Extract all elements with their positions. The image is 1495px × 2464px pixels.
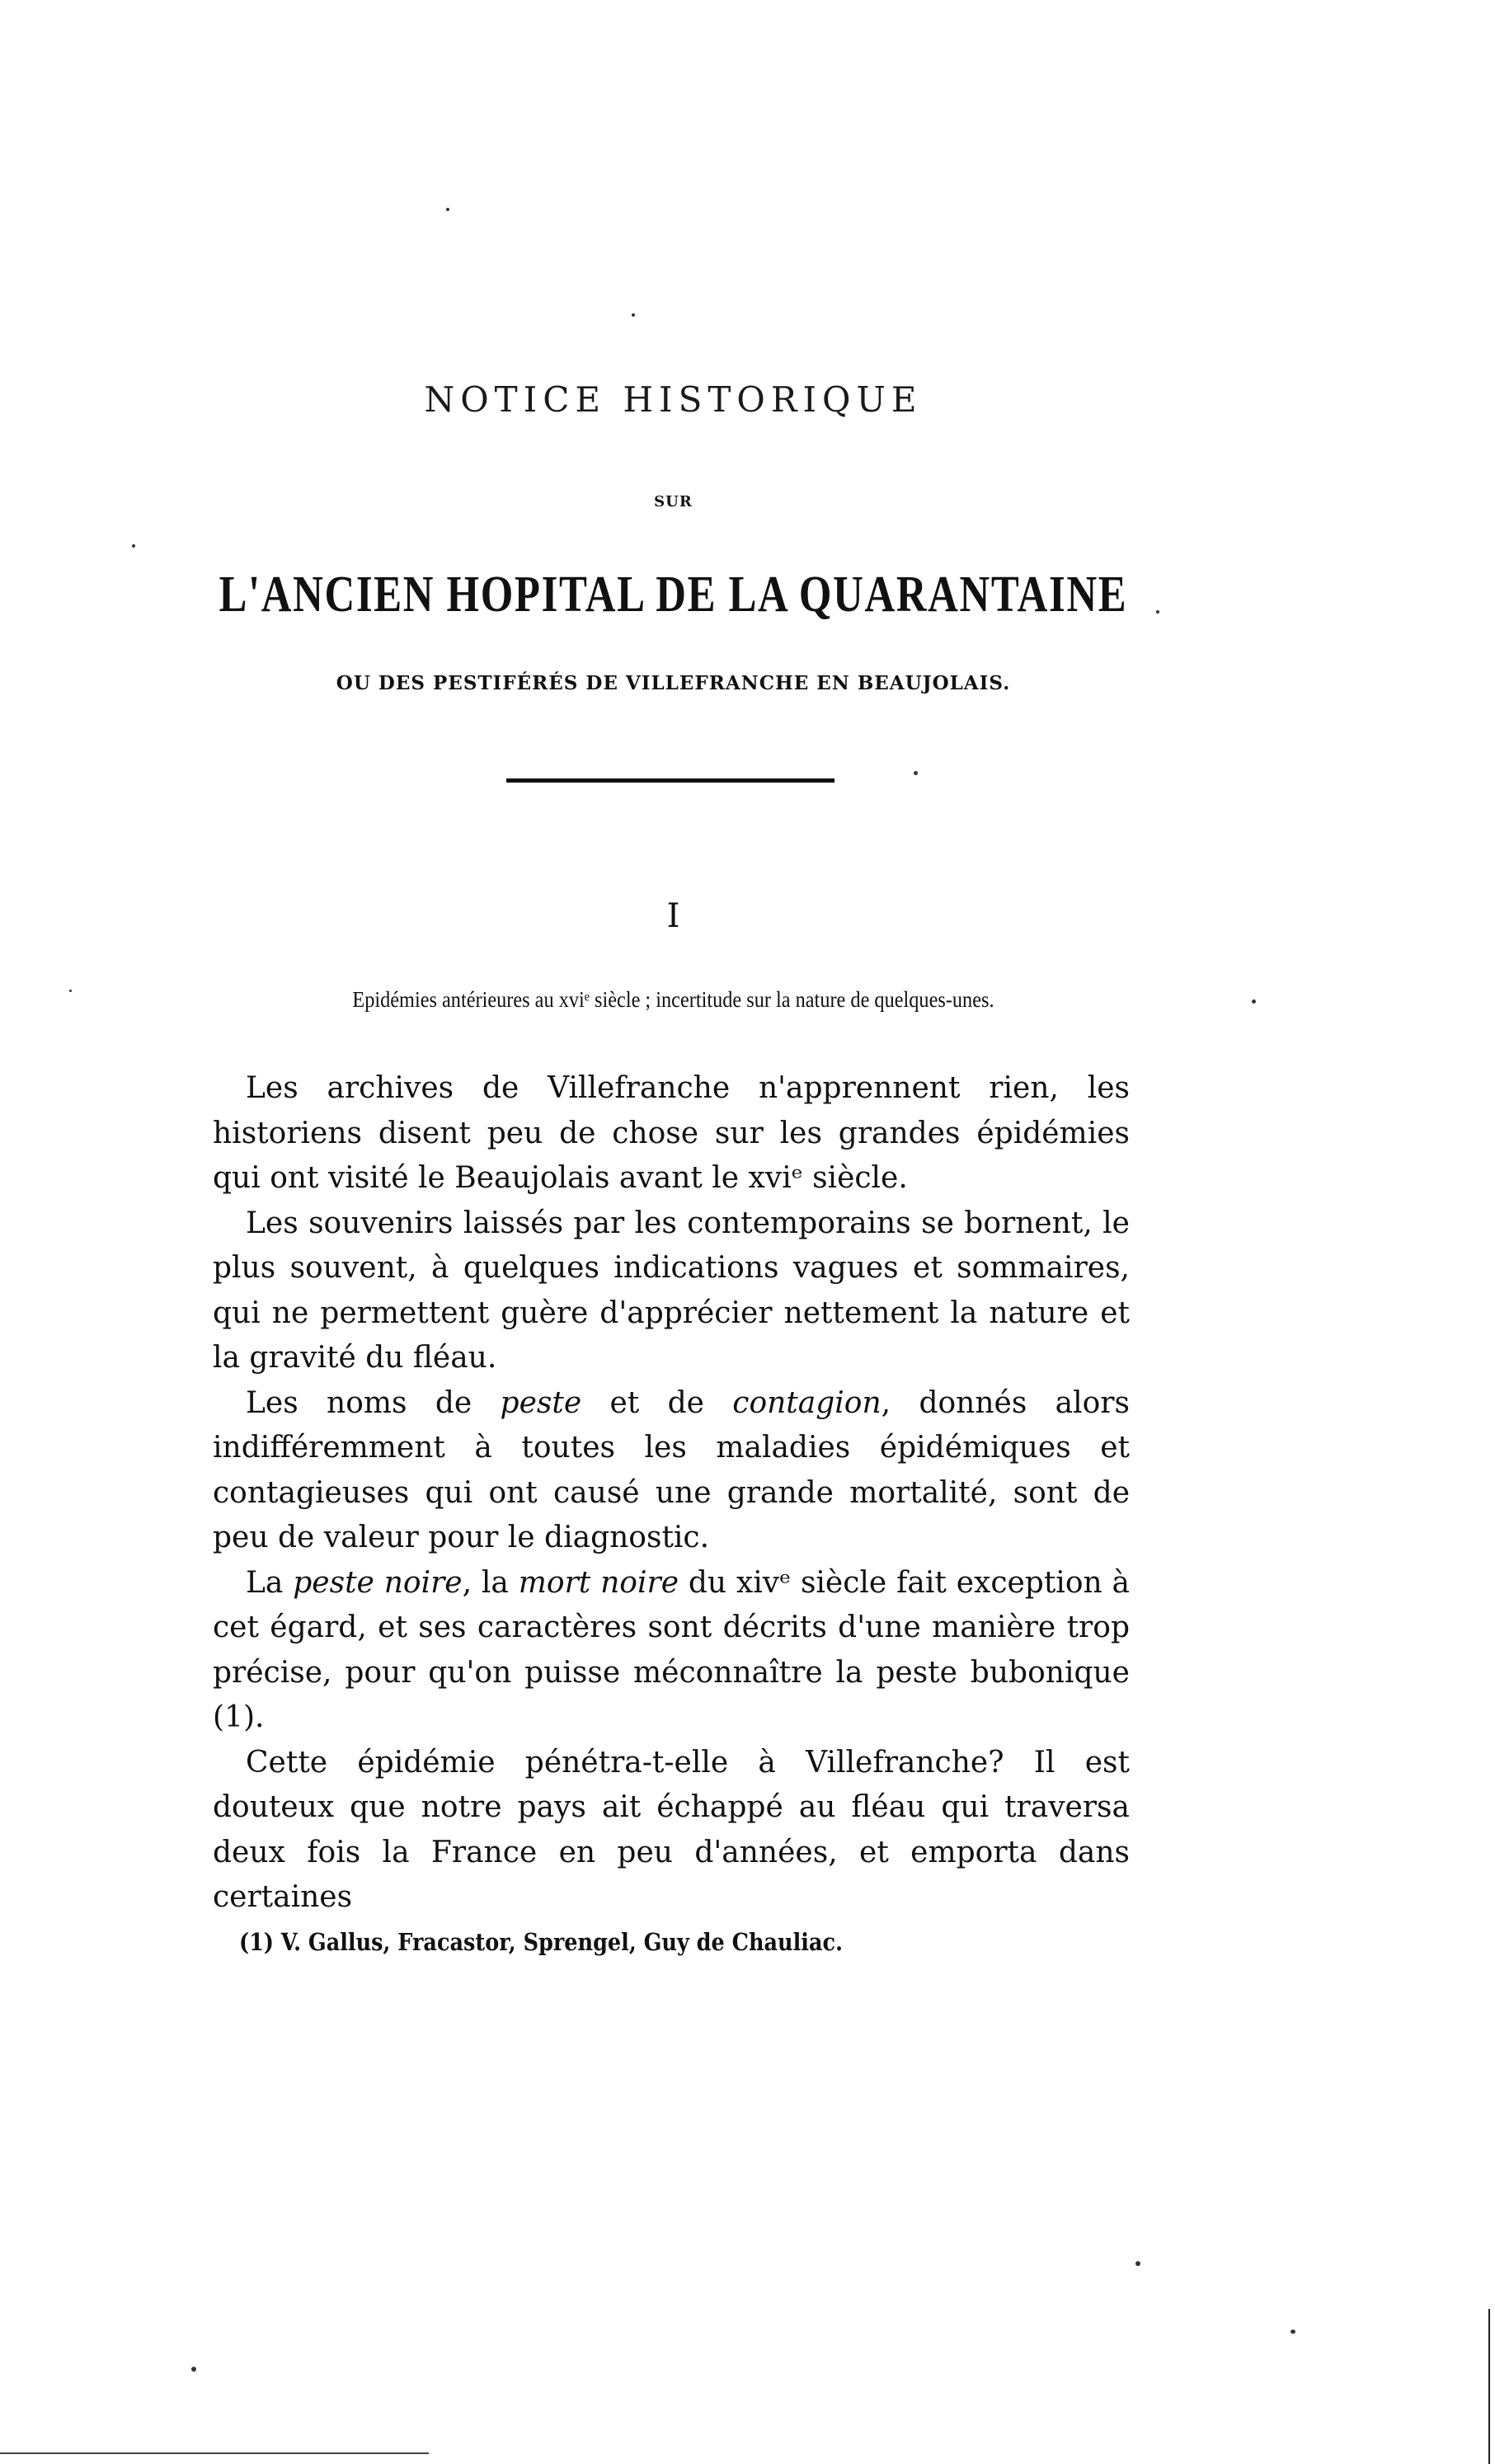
text-run: et de: [581, 1385, 733, 1420]
subtitle: OU DES PESTIFÉRÉS DE VILLEFRANCHE EN BEAUJOLAIS.: [336, 672, 1011, 694]
text-run: Cette épidémie pénétra-t-elle à Villefranche? Il est douteux que notre pays ait échappé au fléau qui traversa deux fois la France en peu d'années, et emporta dans certaines: [213, 1745, 1130, 1914]
scan-speck: [1252, 999, 1256, 1004]
paragraph: [213, 1741, 1130, 1921]
footnote: (1) V. Gallus, Fracastor, Sprengel, Guy de Chauliac.: [239, 1928, 843, 1956]
scan-speck: [191, 2367, 196, 2372]
text-run: du xivᵉ siècle fait exception à cet égard, et ses caractères sont décrits d'une manière trop précise, pour qu'on puisse méconnaître la peste bubonique (1).: [213, 1565, 1131, 1734]
italic-term: peste: [500, 1385, 582, 1420]
text-run: , la: [462, 1565, 519, 1600]
paragraph: [213, 1381, 1130, 1561]
scan-edge-line: [0, 2452, 429, 2454]
italic-term: peste noire: [293, 1565, 463, 1600]
text-run: La: [246, 1565, 294, 1600]
scan-speck: [69, 990, 72, 992]
paragraph: [213, 1201, 1130, 1381]
title-connector: SUR: [654, 493, 693, 510]
scan-speck: [446, 208, 449, 211]
title-divider: [506, 778, 834, 783]
scan-edge-bar: [1488, 2309, 1490, 2464]
scan-speck: [1290, 2330, 1295, 2334]
main-title: L'ANCIEN HOPITAL DE LA QUARANTAINE: [219, 567, 1128, 623]
scan-speck: [914, 771, 918, 775]
scan-speck: [132, 544, 135, 548]
paragraph: [213, 1561, 1130, 1741]
text-run: Les archives de Villefranche n'apprennent rien, les historiens disent peu de chose sur les grandes épidémies qui ont visité le Beaujolais avant le xviᵉ siècle.: [213, 1071, 1130, 1195]
italic-term: mort noire: [518, 1565, 679, 1600]
italic-term: contagion: [732, 1385, 881, 1420]
section-summary: Epidémies antérieures au xviᵉ siècle ; incertitude sur la nature de quelques-unes.: [352, 987, 994, 1012]
paragraph: [213, 1066, 1130, 1201]
section-number: I: [666, 897, 680, 935]
body-text: [213, 1066, 1130, 1921]
text-run: Les noms de: [246, 1385, 501, 1420]
text-run: , donnés alors indifféremment à toutes les maladies épidémiques et contagieuses qui ont causé une grande mortalité, sont de peu de valeur pour le diagnostic.: [213, 1385, 1130, 1554]
scan-speck: [1135, 2261, 1140, 2266]
scan-speck: [632, 313, 635, 317]
page-title: NOTICE HISTORIQUE: [424, 379, 923, 420]
text-run: Les souvenirs laissés par les contemporains se bornent, le plus souvent, à quelques indications vagues et sommaires, qui ne permettent guère d'apprécier nettement la nature et la gravité du fléau.: [213, 1206, 1130, 1375]
scan-speck: [1156, 610, 1159, 614]
